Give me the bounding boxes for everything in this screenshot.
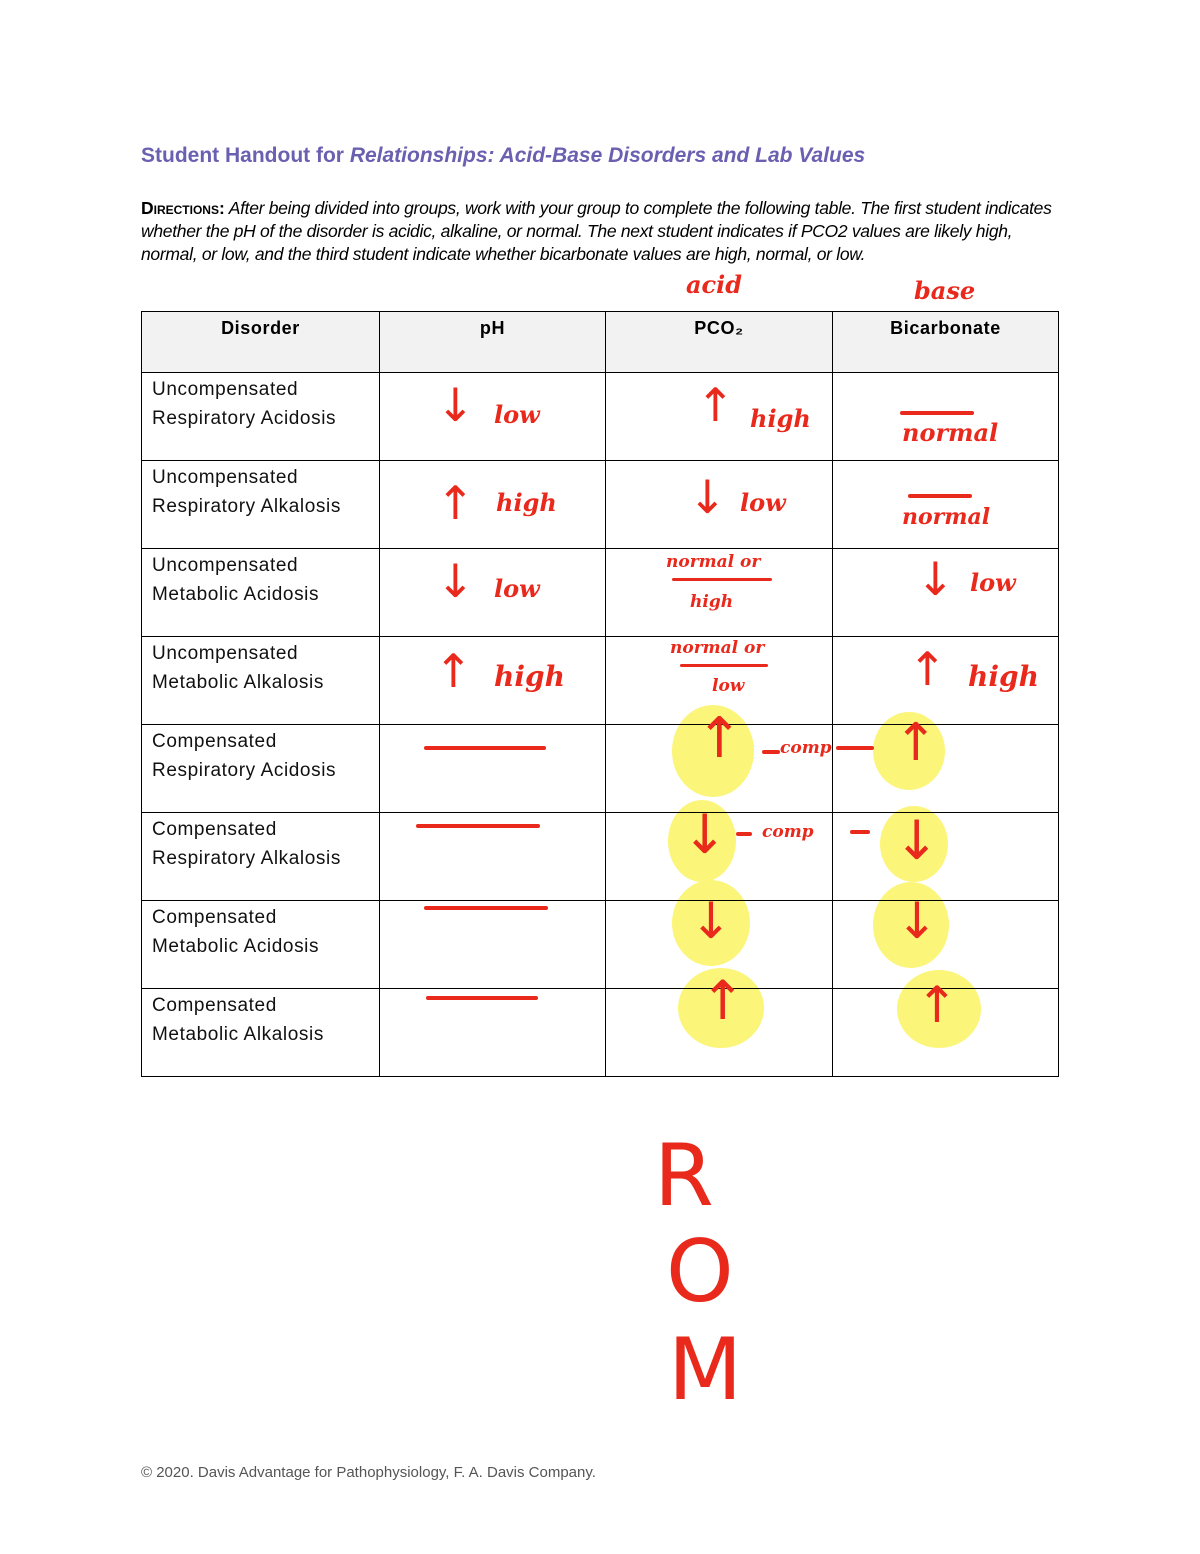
up-arrow-icon: ↑ bbox=[696, 378, 735, 432]
page-title bbox=[141, 144, 865, 168]
annotation-low: low bbox=[494, 400, 540, 429]
annotation-letter-m: M bbox=[668, 1320, 743, 1420]
annotation-normal: normal bbox=[902, 418, 999, 447]
bicarbonate-cell[interactable] bbox=[833, 809, 1059, 901]
disorder-line1: Compensated bbox=[152, 731, 277, 752]
normal-dash bbox=[424, 746, 546, 750]
disorder-line2: Metabolic Alkalosis bbox=[152, 1024, 324, 1045]
disorder-line2: Respiratory Alkalosis bbox=[152, 848, 341, 869]
annotation-high: high bbox=[690, 592, 734, 612]
ph-cell[interactable] bbox=[380, 461, 606, 549]
ph-cell[interactable] bbox=[380, 637, 606, 725]
annotation-normal-or: normal or bbox=[666, 552, 761, 572]
annotation-acid: acid bbox=[686, 270, 743, 299]
disorder-cell bbox=[142, 373, 380, 461]
comp-line bbox=[850, 830, 870, 834]
up-arrow-icon: ↑ bbox=[908, 642, 947, 696]
annotation-normal: normal bbox=[902, 504, 991, 530]
disorder-cell bbox=[142, 901, 380, 989]
normal-line bbox=[908, 494, 972, 498]
fraction-line bbox=[680, 664, 768, 667]
normal-dash bbox=[416, 824, 540, 828]
disorder-line2: Metabolic Acidosis bbox=[152, 936, 320, 957]
disorder-cell bbox=[142, 989, 380, 1077]
directions-label: Directions: bbox=[141, 198, 225, 218]
down-arrow-icon: ↓ bbox=[682, 803, 728, 866]
disorder-line1: Uncompensated bbox=[152, 555, 299, 576]
bicarbonate-cell[interactable] bbox=[833, 725, 1059, 813]
disorder-line1: Compensated bbox=[152, 819, 277, 840]
disorder-cell bbox=[142, 637, 380, 725]
annotation-low: low bbox=[494, 574, 540, 603]
down-arrow-icon: ↓ bbox=[896, 892, 938, 950]
disorder-line2: Metabolic Alkalosis bbox=[152, 672, 324, 693]
annotation-comp: comp bbox=[780, 738, 832, 758]
annotation-low: low bbox=[712, 676, 745, 696]
up-arrow-icon: ↑ bbox=[700, 969, 746, 1032]
annotation-high: high bbox=[750, 404, 811, 433]
copyright-footer: © 2020. Davis Advantage for Pathophysiology, F. A. Davis Company. bbox=[141, 1464, 596, 1481]
annotation-high: high bbox=[494, 660, 565, 693]
ph-cell[interactable] bbox=[380, 989, 606, 1077]
normal-dash bbox=[426, 996, 538, 1000]
fraction-line bbox=[672, 578, 772, 581]
disorder-line1: Compensated bbox=[152, 907, 277, 928]
directions-text: After being divided into groups, work with your group to complete the following table. The first student indicates whether the pH of the disorder is acidic, alkaline, or normal. The next student indicates if PCO2 values are likely high, normal, or low, and the third student indicate whether bicarbonate values are high, normal, or low. bbox=[141, 198, 1052, 264]
header-bicarbonate: Bicarbonate bbox=[833, 312, 1059, 373]
disorder-cell bbox=[142, 725, 380, 813]
annotation-low: low bbox=[970, 568, 1016, 597]
down-arrow-icon: ↓ bbox=[690, 892, 732, 950]
ph-cell[interactable] bbox=[380, 373, 606, 461]
annotation-high: high bbox=[968, 660, 1039, 693]
disorder-cell bbox=[142, 549, 380, 637]
ph-cell[interactable] bbox=[380, 901, 606, 989]
annotation-normal-or: normal or bbox=[670, 638, 765, 658]
header-disorder: Disorder bbox=[142, 312, 380, 373]
disorder-line2: Respiratory Acidosis bbox=[152, 760, 337, 781]
down-arrow-icon: ↓ bbox=[436, 554, 475, 608]
header-ph: pH bbox=[380, 312, 606, 373]
annotation-high: high bbox=[496, 488, 557, 517]
up-arrow-icon: ↑ bbox=[696, 706, 743, 771]
annotation-base: base bbox=[914, 276, 976, 305]
table-header-row bbox=[142, 312, 1059, 373]
disorder-line1: Compensated bbox=[152, 995, 277, 1016]
comp-line bbox=[762, 750, 780, 754]
disorder-cell bbox=[142, 461, 380, 549]
disorder-line2: Respiratory Acidosis bbox=[152, 408, 337, 429]
down-arrow-icon: ↓ bbox=[894, 809, 940, 872]
annotation-letter-o: O bbox=[666, 1222, 734, 1322]
down-arrow-icon: ↓ bbox=[688, 470, 727, 524]
normal-dash bbox=[424, 906, 548, 910]
disorder-line1: Uncompensated bbox=[152, 467, 299, 488]
annotation-comp: comp bbox=[762, 822, 814, 842]
title-italic: Relationships: Acid-Base Disorders and Lab Values bbox=[349, 144, 866, 167]
normal-line bbox=[900, 411, 974, 415]
comp-line bbox=[736, 832, 752, 836]
annotation-low: low bbox=[740, 488, 786, 517]
bicarbonate-cell[interactable] bbox=[833, 373, 1059, 461]
up-arrow-icon: ↑ bbox=[894, 713, 938, 773]
annotation-letter-r: R bbox=[654, 1126, 714, 1226]
up-arrow-icon: ↑ bbox=[916, 976, 958, 1034]
down-arrow-icon: ↓ bbox=[436, 378, 475, 432]
ph-cell[interactable] bbox=[380, 725, 606, 813]
up-arrow-icon: ↑ bbox=[434, 644, 473, 698]
table-row bbox=[142, 373, 1059, 461]
disorder-line1: Uncompensated bbox=[152, 643, 299, 664]
up-arrow-icon: ↑ bbox=[436, 476, 475, 530]
disorder-cell bbox=[142, 813, 380, 901]
ph-cell[interactable] bbox=[380, 549, 606, 637]
disorder-line2: Respiratory Alkalosis bbox=[152, 496, 341, 517]
header-pco2: PCO₂ bbox=[606, 312, 833, 373]
disorder-line2: Metabolic Acidosis bbox=[152, 584, 320, 605]
title-prefix: Student Handout for bbox=[141, 144, 350, 167]
comp-line bbox=[836, 746, 874, 750]
directions bbox=[141, 197, 1066, 266]
disorder-line1: Uncompensated bbox=[152, 379, 299, 400]
down-arrow-icon: ↓ bbox=[916, 552, 955, 606]
